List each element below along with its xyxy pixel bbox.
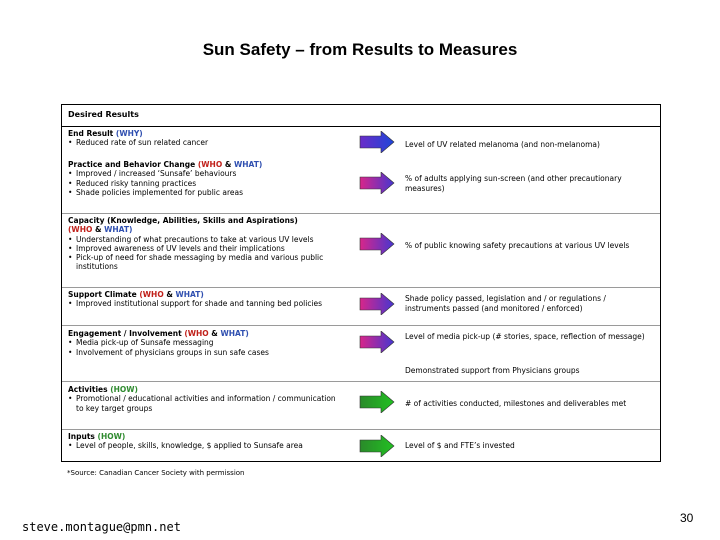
- bullet-item: • Shade policies implemented for public areas: [68, 188, 338, 197]
- right-arrow-icon: [359, 293, 395, 315]
- bullet-item: • Improved institutional support for shade and tanning bed policies: [68, 299, 338, 308]
- measure-text: Level of media pick-up (# stories, space, reflection of message): [405, 332, 645, 341]
- results-table: [61, 104, 661, 462]
- page-number: 30: [680, 511, 694, 525]
- row-label: Inputs: [68, 432, 95, 441]
- row-tag: (WHO: [197, 160, 223, 169]
- row-tag: (WHY): [115, 129, 143, 138]
- row-tag: &: [208, 329, 221, 338]
- table-row: [62, 381, 660, 430]
- row-tag: WHAT): [175, 290, 204, 299]
- right-arrow-icon: [359, 131, 395, 153]
- table-row: [62, 325, 660, 382]
- bullet-item: • Improved / increased ‘Sunsafe’ behaviours: [68, 169, 338, 178]
- row-tag: (HOW): [110, 385, 138, 394]
- page-title: Sun Safety – from Results to Measures: [202, 40, 518, 59]
- table-row: [62, 213, 660, 288]
- right-arrow-icon: [359, 331, 395, 353]
- right-arrow-icon: [359, 172, 395, 194]
- table-row: [62, 429, 660, 464]
- measure-text: Level of UV related melanoma (and non-melanoma): [405, 140, 600, 149]
- row-tag: (WHO: [68, 225, 93, 235]
- right-arrow-icon: [359, 233, 395, 255]
- table-header: Desired Results: [62, 105, 660, 127]
- row-label: Practice and Behavior Change: [68, 160, 196, 169]
- bullet-item: • Pick-up of need for shade messaging by media and various public institutions: [68, 253, 338, 272]
- row-tag: &: [163, 290, 176, 299]
- row-label: Capacity (Knowledge, Abilities, Skills and Aspirations): [68, 216, 298, 225]
- right-arrow-icon: [359, 391, 395, 413]
- table-row: [62, 129, 660, 159]
- row-label: Activities: [68, 385, 108, 394]
- row-tag: WHAT): [220, 329, 249, 338]
- bullet-item: • Understanding of what precautions to take at various UV levels: [68, 235, 338, 244]
- table-row: [62, 287, 660, 326]
- measure-text: # of activities conducted, milestones and deliverables met: [405, 399, 627, 408]
- right-arrow-icon: [359, 435, 395, 457]
- source-note: *Source: Canadian Cancer Society with permission: [67, 469, 245, 477]
- measure-text: Shade policy passed, legislation and / or regulations / instruments passed (and monitored / enforced): [405, 294, 606, 313]
- bullet-item: • Media pick-up of Sunsafe messaging: [68, 338, 338, 347]
- row-tag: &: [92, 225, 105, 235]
- row-label: Engagement / Involvement: [68, 329, 182, 338]
- row-label: Support Climate: [68, 290, 137, 299]
- row-tag: (WHO: [139, 290, 164, 299]
- row-tag: WHAT): [104, 225, 133, 235]
- bullet-item: • Improved awareness of UV levels and their implications: [68, 244, 338, 253]
- table-row: [62, 160, 660, 213]
- measure-text: % of public knowing safety precautions at various UV levels: [405, 241, 630, 250]
- measure-text: Level of $ and FTE’s invested: [405, 441, 515, 450]
- row-tag: WHAT): [233, 160, 263, 169]
- measure-text: % of adults applying sun-screen (and other precautionary measures): [405, 174, 622, 193]
- measure-text-secondary: Demonstrated support from Physicians groups: [405, 366, 580, 375]
- bullet-item: • Level of people, skills, knowledge, $ applied to Sunsafe area: [68, 441, 338, 450]
- row-tag: (HOW): [97, 432, 126, 441]
- bullet-item: • Reduced risky tanning practices: [68, 179, 338, 188]
- bullet-item: • Reduced rate of sun related cancer: [68, 138, 338, 147]
- bullet-item: • Involvement of physicians groups in sun safe cases: [68, 348, 338, 357]
- row-tag: (WHO: [184, 329, 209, 338]
- author-email: steve.montague@pmn.net: [22, 520, 181, 534]
- row-label: End Result: [68, 129, 114, 138]
- bullet-item: • Promotional / educational activities and information / communication to key target groups: [68, 394, 338, 413]
- row-tag: &: [222, 160, 234, 169]
